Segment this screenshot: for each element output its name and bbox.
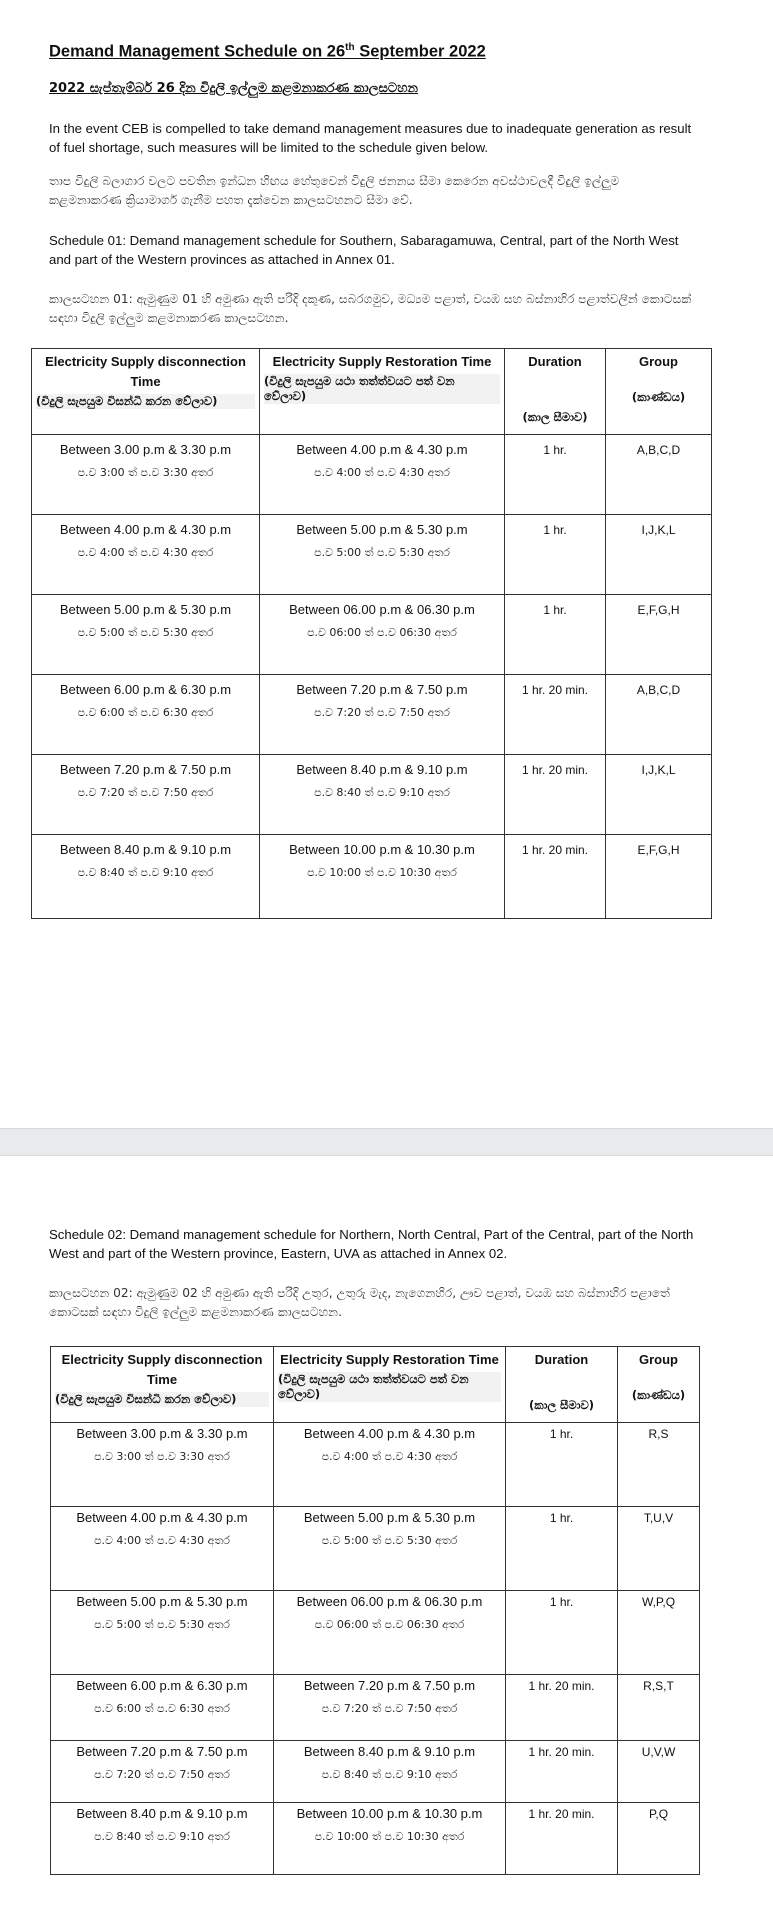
duration-cell-text: 1 hr. bbox=[549, 1427, 574, 1441]
duration-cell bbox=[506, 1741, 618, 1803]
table-row bbox=[51, 1675, 700, 1741]
schedule-01-body bbox=[32, 435, 712, 919]
table-row bbox=[32, 515, 712, 595]
disconnection-cell-text-sinhala: ප.ව 4:00 ත් ප.ව 4:30 අතර bbox=[94, 1534, 230, 1547]
schedule-01-table bbox=[31, 348, 712, 919]
disconnection-cell bbox=[51, 1423, 274, 1507]
duration-cell-text: 1 hr. bbox=[543, 603, 567, 617]
restoration-cell bbox=[274, 1423, 506, 1507]
restoration-cell-text-sinhala: ප.ව 7:20 ත් ප.ව 7:50 අතර bbox=[314, 706, 450, 719]
table-header-row bbox=[51, 1347, 700, 1423]
table-row bbox=[32, 755, 712, 835]
disconnection-cell-text-sinhala: ප.ව 8:40 ත් ප.ව 9:10 අතර bbox=[94, 1830, 230, 1843]
duration-cell bbox=[506, 1507, 618, 1591]
disconnection-cell-text: Between 4.00 p.m & 4.30 p.m bbox=[59, 522, 232, 537]
disconnection-cell-text: Between 6.00 p.m & 6.30 p.m bbox=[59, 682, 232, 697]
restoration-cell bbox=[260, 755, 505, 835]
restoration-cell-text-sinhala: ප.ව 5:00 ත් ප.ව 5:30 අතර bbox=[314, 546, 450, 559]
group-cell-text: R,S bbox=[648, 1427, 669, 1441]
disconnection-cell-text: Between 5.00 p.m & 5.30 p.m bbox=[76, 1594, 248, 1609]
disconnection-cell bbox=[32, 435, 260, 515]
disconnection-cell-text: Between 7.20 p.m & 7.50 p.m bbox=[76, 1744, 248, 1759]
restoration-cell-text-sinhala: ප.ව 5:00 ත් ප.ව 5:30 අතර bbox=[321, 1534, 458, 1547]
duration-cell bbox=[506, 1423, 618, 1507]
disconnection-cell-text-sinhala: ප.ව 5:00 ත් ප.ව 5:30 අතර bbox=[94, 1618, 230, 1631]
restoration-cell bbox=[260, 675, 505, 755]
restoration-cell bbox=[260, 435, 505, 515]
group-cell bbox=[618, 1741, 700, 1803]
schedule-01-description: Schedule 01: Demand management schedule for Southern, Sabaragamuwa, Central, part of the North West and part of the Western provinces as attached in Annex 01. bbox=[49, 233, 679, 267]
disconnection-cell-text: Between 3.00 p.m & 3.30 p.m bbox=[59, 442, 232, 457]
duration-cell bbox=[506, 1675, 618, 1741]
disconnection-cell-text-sinhala: ප.ව 4:00 ත් ප.ව 4:30 අතර bbox=[77, 546, 214, 559]
document-subtitle-sinhala: 2022 සැප්තැම්බර් 26 දින විදුලි ඉල්ලුම කළමනාකරණ කාලසටහන bbox=[49, 81, 418, 96]
disconnection-cell bbox=[32, 755, 260, 835]
duration-cell bbox=[505, 675, 606, 755]
intro-paragraph-sinhala: තාප විදුලි බලාගාර වලට පවතින ඉන්ධන හිඟය හේතුවෙන් විදුලි ජනනය සීමා කෙරෙන අවස්ථාවලදී විදුලි ඉල්ලුම කළමනාකරණ ක්‍රියාමාර්ග ගැනීම පහත දැක්වෙන කාලසටහනට සීමා වේ. bbox=[49, 174, 620, 207]
schedule-02-body bbox=[51, 1423, 700, 1875]
group-cell-text: A,B,C,D bbox=[636, 443, 681, 457]
duration-cell bbox=[505, 755, 606, 835]
restoration-cell bbox=[274, 1675, 506, 1741]
restoration-cell-text: Between 10.00 p.m & 10.30 p.m bbox=[289, 842, 475, 857]
document-page-2 bbox=[0, 1156, 773, 1932]
schedule-02-description-sinhala: කාලසටහන 02: ඇමුණුම 02 හි අමුණා ඇති පරිදි උතුර, උතුරු මැද, නැගෙනහිර, ඌව පළාත්, වයඹ සහ බස්නාහිර පළාතේ කොටසක් සඳහා විදුලි ඉල්ලුම කළමනාකරණ කාලසටහන. bbox=[49, 1286, 670, 1319]
group-cell bbox=[606, 755, 712, 835]
group-cell bbox=[606, 595, 712, 675]
disconnection-cell-text-sinhala: ප.ව 5:00 ත් ප.ව 5:30 අතර bbox=[77, 626, 214, 639]
group-cell-text: P,Q bbox=[648, 1807, 669, 1821]
table-header-row bbox=[32, 349, 712, 435]
disconnection-cell bbox=[32, 675, 260, 755]
duration-cell bbox=[506, 1803, 618, 1875]
duration-cell-text: 1 hr. 20 min. bbox=[528, 1807, 595, 1821]
duration-cell bbox=[506, 1591, 618, 1675]
restoration-cell-text-sinhala: ප.ව 10:00 ත් ප.ව 10:30 අතර bbox=[307, 866, 457, 879]
disconnection-cell bbox=[32, 515, 260, 595]
table-row bbox=[32, 595, 712, 675]
duration-cell-text: 1 hr. bbox=[543, 443, 567, 457]
table-row bbox=[32, 435, 712, 515]
restoration-cell bbox=[274, 1803, 506, 1875]
duration-cell-text: 1 hr. 20 min. bbox=[521, 683, 589, 697]
restoration-cell-text: Between 06.00 p.m & 06.30 p.m bbox=[289, 602, 475, 617]
header-group: Group (කාණ්ඩය) bbox=[606, 349, 712, 435]
restoration-cell bbox=[260, 595, 505, 675]
group-cell-text: I,J,K,L bbox=[641, 763, 676, 777]
disconnection-cell-text-sinhala: ප.ව 7:20 ත් ප.ව 7:50 අතර bbox=[94, 1768, 230, 1781]
restoration-cell-text: Between 8.40 p.m & 9.10 p.m bbox=[296, 762, 468, 777]
restoration-cell-text-sinhala: ප.ව 8:40 ත් ප.ව 9:10 අතර bbox=[321, 1768, 458, 1781]
duration-cell-text: 1 hr. 20 min. bbox=[521, 843, 589, 857]
group-cell-text: T,U,V bbox=[643, 1511, 674, 1525]
restoration-cell-text: Between 5.00 p.m & 5.30 p.m bbox=[296, 522, 468, 537]
disconnection-cell-text: Between 8.40 p.m & 9.10 p.m bbox=[76, 1806, 248, 1821]
group-cell bbox=[606, 515, 712, 595]
group-cell bbox=[618, 1803, 700, 1875]
restoration-cell-text-sinhala: ප.ව 8:40 ත් ප.ව 9:10 අතර bbox=[314, 786, 450, 799]
disconnection-cell bbox=[51, 1803, 274, 1875]
disconnection-cell bbox=[51, 1507, 274, 1591]
restoration-cell-text-sinhala: ප.ව 4:00 ත් ප.ව 4:30 අතර bbox=[314, 466, 450, 479]
header-duration: Duration (කාල සීමාව) bbox=[506, 1347, 618, 1423]
header-group: Group (කාණ්ඩය) bbox=[618, 1347, 700, 1423]
restoration-cell-text-sinhala: ප.ව 7:20 ත් ප.ව 7:50 අතර bbox=[321, 1702, 458, 1715]
restoration-cell-text-sinhala: ප.ව 06:00 ත් ප.ව 06:30 අතර bbox=[314, 1618, 465, 1631]
group-cell-text: E,F,G,H bbox=[637, 843, 680, 857]
disconnection-cell bbox=[51, 1675, 274, 1741]
duration-cell-text: 1 hr. 20 min. bbox=[521, 763, 589, 777]
duration-cell bbox=[505, 435, 606, 515]
disconnection-cell-text: Between 7.20 p.m & 7.50 p.m bbox=[59, 762, 232, 777]
restoration-cell-text: Between 7.20 p.m & 7.50 p.m bbox=[296, 682, 468, 697]
duration-cell-text: 1 hr. 20 min. bbox=[528, 1745, 595, 1759]
disconnection-cell-text: Between 4.00 p.m & 4.30 p.m bbox=[76, 1510, 248, 1525]
duration-cell bbox=[505, 835, 606, 919]
restoration-cell bbox=[274, 1741, 506, 1803]
duration-cell bbox=[505, 595, 606, 675]
disconnection-cell bbox=[51, 1741, 274, 1803]
restoration-cell-text-sinhala: ප.ව 06:00 ත් ප.ව 06:30 අතර bbox=[307, 626, 457, 639]
restoration-cell bbox=[260, 835, 505, 919]
table-row bbox=[51, 1591, 700, 1675]
disconnection-cell-text-sinhala: ප.ව 6:00 ත් ප.ව 6:30 අතර bbox=[77, 706, 214, 719]
table-row bbox=[51, 1803, 700, 1875]
restoration-cell-text: Between 4.00 p.m & 4.30 p.m bbox=[303, 1426, 476, 1441]
restoration-cell-text: Between 10.00 p.m & 10.30 p.m bbox=[296, 1806, 483, 1821]
group-cell-text: U,V,W bbox=[641, 1745, 676, 1759]
group-cell bbox=[618, 1675, 700, 1741]
restoration-cell-text: Between 8.40 p.m & 9.10 p.m bbox=[303, 1744, 476, 1759]
disconnection-cell-text: Between 8.40 p.m & 9.10 p.m bbox=[59, 842, 232, 857]
disconnection-cell bbox=[32, 595, 260, 675]
disconnection-cell bbox=[51, 1591, 274, 1675]
group-cell-text: R,S,T bbox=[643, 1679, 674, 1693]
page-separator bbox=[0, 1128, 773, 1156]
table-row bbox=[32, 675, 712, 755]
group-cell bbox=[606, 675, 712, 755]
group-cell-text: A,B,C,D bbox=[636, 683, 681, 697]
header-restoration-time: Electricity Supply Restoration Time (විදුලි සැපයුම යථා තත්ත්වයට පත් වන වේලාව) bbox=[274, 1347, 506, 1423]
table-row bbox=[32, 835, 712, 919]
restoration-cell-text: Between 7.20 p.m & 7.50 p.m bbox=[303, 1678, 476, 1693]
schedule-02-table bbox=[50, 1346, 700, 1875]
intro-paragraph: In the event CEB is compelled to take demand management measures due to inadequate generation as result of fuel shortage, such measures will be limited to the schedule given below. bbox=[49, 121, 692, 155]
restoration-cell-text-sinhala: ප.ව 4:00 ත් ප.ව 4:30 අතර bbox=[321, 1450, 458, 1463]
disconnection-cell-text: Between 6.00 p.m & 6.30 p.m bbox=[76, 1678, 248, 1693]
group-cell-text: W,P,Q bbox=[641, 1595, 676, 1609]
group-cell bbox=[618, 1507, 700, 1591]
restoration-cell bbox=[274, 1591, 506, 1675]
duration-cell-text: 1 hr. 20 min. bbox=[528, 1679, 595, 1693]
group-cell bbox=[618, 1423, 700, 1507]
group-cell-text: I,J,K,L bbox=[641, 523, 676, 537]
group-cell bbox=[606, 435, 712, 515]
header-duration: Duration (කාල සීමාව) bbox=[505, 349, 606, 435]
restoration-cell-text: Between 06.00 p.m & 06.30 p.m bbox=[296, 1594, 483, 1609]
restoration-cell-text: Between 5.00 p.m & 5.30 p.m bbox=[303, 1510, 476, 1525]
restoration-cell bbox=[274, 1507, 506, 1591]
disconnection-cell-text-sinhala: ප.ව 6:00 ත් ප.ව 6:30 අතර bbox=[94, 1702, 230, 1715]
duration-cell bbox=[505, 515, 606, 595]
duration-cell-text: 1 hr. bbox=[543, 523, 567, 537]
table-row bbox=[51, 1423, 700, 1507]
header-restoration-time: Electricity Supply Restoration Time (විදුලි සැපයුම යථා තත්ත්වයට පත් වන වේලාව) bbox=[260, 349, 505, 435]
restoration-cell-text: Between 4.00 p.m & 4.30 p.m bbox=[296, 442, 468, 457]
disconnection-cell bbox=[32, 835, 260, 919]
table-row bbox=[51, 1741, 700, 1803]
header-disconnection-time: Electricity Supply disconnection Time (විදුලි සැපයුම විසන්ධි කරන වේලාව) bbox=[32, 349, 260, 435]
schedule-02-description: Schedule 02: Demand management schedule for Northern, North Central, Part of the Central, part of the North West and part of the Western province, Eastern, UVA as attached in Annex 02. bbox=[49, 1227, 694, 1261]
group-cell-text: E,F,G,H bbox=[637, 603, 680, 617]
restoration-cell bbox=[260, 515, 505, 595]
disconnection-cell-text-sinhala: ප.ව 8:40 ත් ප.ව 9:10 අතර bbox=[77, 866, 214, 879]
disconnection-cell-text: Between 5.00 p.m & 5.30 p.m bbox=[59, 602, 232, 617]
restoration-cell-text-sinhala: ප.ව 10:00 ත් ප.ව 10:30 අතර bbox=[314, 1830, 465, 1843]
disconnection-cell-text-sinhala: ප.ව 7:20 ත් ප.ව 7:50 අතර bbox=[77, 786, 214, 799]
duration-cell-text: 1 hr. bbox=[549, 1511, 574, 1525]
schedule-01-description-sinhala: කාලසටහන 01: ඇමුණුම 01 හි අමුණා ඇති පරිදි දකුණ, සබරගමුව, මධ්‍යම පළාත්, වයඹ සහ බස්නාහිර පළාත්වලින් කොටසක් සඳහා විදුලි ඉල්ලුම කළමනාකරණ කාලසටහන. bbox=[49, 292, 692, 325]
disconnection-cell-text: Between 3.00 p.m & 3.30 p.m bbox=[76, 1426, 248, 1441]
header-disconnection-time: Electricity Supply disconnection Time (විදුලි සැපයුම විසන්ධි කරන වේලාව) bbox=[51, 1347, 274, 1423]
group-cell bbox=[618, 1591, 700, 1675]
group-cell bbox=[606, 835, 712, 919]
table-row bbox=[51, 1507, 700, 1591]
duration-cell-text: 1 hr. bbox=[549, 1595, 574, 1609]
document-title: Demand Management Schedule on 26th September 2022 bbox=[49, 42, 486, 61]
disconnection-cell-text-sinhala: ප.ව 3:00 ත් ප.ව 3:30 අතර bbox=[77, 466, 214, 479]
disconnection-cell-text-sinhala: ප.ව 3:00 ත් ප.ව 3:30 අතර bbox=[94, 1450, 230, 1463]
